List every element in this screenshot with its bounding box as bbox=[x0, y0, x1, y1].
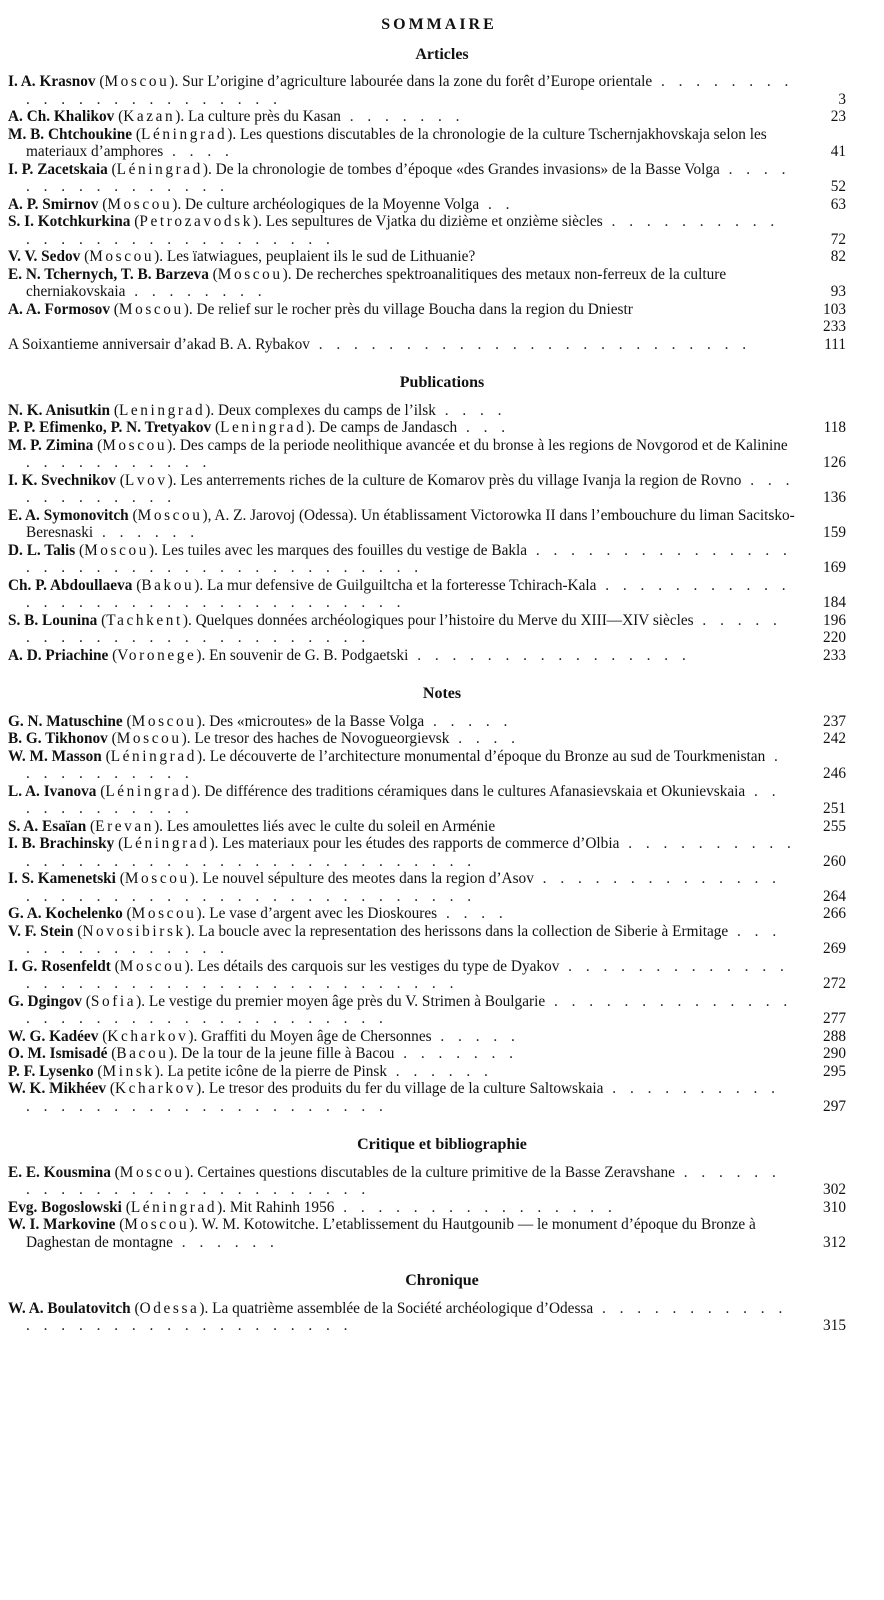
toc-entry bbox=[8, 213, 846, 248]
entry-city: Sofia bbox=[90, 992, 137, 1010]
entry-page-number: 159 bbox=[823, 524, 846, 541]
entry-author: P. P. Efimenko, P. N. Tretyakov bbox=[8, 419, 212, 436]
entry-city: Bacou bbox=[116, 1045, 169, 1062]
leader-dots: . . . . . . . . . . . . . . . . . . . . . . . . . . . . bbox=[26, 213, 780, 248]
entry-author: W. K. Mikhéev bbox=[8, 1080, 107, 1097]
entry-body: N. K. Anisutkin (Leningrad). Deux complexes du camps de l’ilsk . . . . bbox=[8, 401, 507, 419]
leader-dots: . . . . . . . . . . . . . . . . . . . . . . . . . bbox=[309, 335, 752, 353]
entry-title: . W. M. Kotowitche. L’etablissement du Hautgounib — le monument d’époque du Bronze à Daghestan de montagne bbox=[26, 1216, 756, 1251]
entry-author: I. G. Rosenfeldt bbox=[8, 957, 111, 975]
entry-title: . En souvenir de G. B. Podgaetski bbox=[201, 646, 409, 664]
entry-city: Leningrad bbox=[220, 419, 307, 436]
toc-entry bbox=[8, 647, 846, 665]
entry-title: . De camps de Jandasch bbox=[311, 419, 458, 436]
toc-entry bbox=[8, 1164, 846, 1199]
entry-city: Moscou bbox=[119, 957, 185, 975]
entry-city: Voronege bbox=[117, 646, 197, 664]
leader-dots: . . . . . . . . . . . . . . . . bbox=[334, 1198, 617, 1216]
entry-title: . La culture près du Kasan bbox=[180, 108, 341, 125]
entry-author: L. A. Ivanova bbox=[8, 782, 97, 800]
leader-dots: . . . . . . . . . . . . . . . . . . . . . . . . . . . . . . . . . . . . bbox=[26, 835, 796, 870]
toc-entry bbox=[8, 958, 846, 993]
entry-body: V. V. Sedov (Moscou). Les ïatwiagues, peuplaient ils le sud de Lithuanie? bbox=[8, 248, 476, 265]
entry-author: I. K. Svechnikov bbox=[8, 471, 116, 489]
toc-entry bbox=[8, 1300, 846, 1335]
toc-entry bbox=[8, 870, 846, 905]
entry-title: ), A. Z. Jarovoj (Odessa). Un établissament Victorowka II dans l’embouchure du liman Sacitsko-Beresnaski bbox=[26, 506, 795, 541]
toc-entry bbox=[8, 612, 846, 647]
entry-author: A. D. Priachine bbox=[8, 646, 109, 664]
entry-body: W. I. Markovine (Moscou). W. M. Kotowitche. L’etablissement du Hautgounib — le monument d’époque du Bronze à Daghestan de montagne . . . . . . bbox=[8, 1216, 756, 1251]
leader-dots: . . . . . . . . . . . . . . . . . . . . . . . . . . . . . . . . . . . . . . . . bbox=[26, 870, 781, 905]
entry-body: L. A. Ivanova (Léningrad). De différence des traditions céramiques dans le cultures Afanasievskaia et Okunievskaia . . . . . . . . . . . . bbox=[8, 782, 781, 817]
entry-body: A. A. Formosov (Moscou). De relief sur le rocher près du village Boucha dans la region du Dniestr bbox=[8, 300, 633, 318]
entry-title: . De la tour de la jeune fille à Bacou bbox=[173, 1045, 395, 1062]
entry-title: . De la chronologie de tombes d’époque «des Grandes invasions» de la Basse Volga bbox=[208, 160, 720, 178]
toc-entry bbox=[8, 248, 846, 266]
entry-page-number: 196 220 bbox=[823, 611, 846, 646]
entry-page-number: 272 bbox=[823, 975, 846, 992]
leader-dots: . . . . . . bbox=[172, 1233, 279, 1251]
entry-title: . Le tresor des haches de Novogueorgievsk bbox=[186, 730, 450, 747]
entry-city: Léningrad bbox=[141, 125, 228, 143]
entry-author: S. B. Lounina bbox=[8, 611, 98, 629]
entry-title: . Les amoulettes liés avec le culte du soleil en Arménie bbox=[159, 817, 496, 835]
entry-author: D. L. Talis bbox=[8, 541, 76, 559]
toc-entry bbox=[8, 1216, 846, 1251]
entry-page-number: 310 bbox=[823, 1198, 846, 1216]
entry-body: S. B. Lounina (Tachkent). Quelques données archéologiques pour l’histoire du Merve du XIII—XIV siècles . . . . . . . . . . . . . . . . . . . . . . . . . bbox=[8, 611, 782, 646]
toc-entry bbox=[8, 783, 846, 818]
entry-body: E. N. Tchernych, T. B. Barzeva (Moscou). De recherches spektroanalitiques des metaux non-ferreux de la culture cherniakovskaia . . . . . . . . bbox=[8, 265, 727, 300]
entry-author: W. I. Markovine bbox=[8, 1216, 116, 1233]
entry-city: Moscou bbox=[84, 541, 149, 559]
entry-author: B. G. Tikhonov bbox=[8, 730, 108, 747]
entry-author: I. B. Brachinsky bbox=[8, 835, 115, 852]
contents-list bbox=[8, 46, 846, 1335]
entry-city: Léningrad bbox=[105, 782, 192, 800]
section-heading: Notes bbox=[422, 685, 462, 702]
entry-city: Moscou bbox=[102, 436, 168, 454]
entry-author: I. S. Kamenetski bbox=[8, 870, 116, 887]
toc-entry bbox=[8, 1045, 846, 1063]
entry-city: Kazan bbox=[123, 108, 176, 125]
leader-dots: . . . . . bbox=[431, 1027, 520, 1045]
section-heading: Publications bbox=[399, 374, 485, 391]
leader-dots: . . . . bbox=[435, 401, 507, 419]
toc-entry bbox=[8, 1080, 846, 1115]
entry-author: P. F. Lysenko bbox=[8, 1062, 94, 1080]
section bbox=[8, 1272, 846, 1335]
leader-dots: . . . . . . . . . . . . bbox=[26, 471, 795, 506]
entry-body: P. P. Efimenko, P. N. Tretyakov (Leningrad). De camps de Jandasch . . . bbox=[8, 419, 511, 436]
entry-body: D. L. Talis (Moscou). Les tuiles avec les marques des fouilles du vestige de Bakla . . . . . . . . . . . . . . . . . . . . . . . . . . . . . . . . . . . . . . bbox=[8, 541, 792, 576]
entry-title: . Les ïatwiagues, peuplaient ils le sud de Lithuanie? bbox=[159, 248, 476, 265]
entry-title: . La petite icône de la pierre de Pinsk bbox=[159, 1062, 387, 1080]
toc-entry bbox=[8, 730, 846, 748]
entry-city: Moscou bbox=[124, 870, 190, 887]
entry-body: G. N. Matuschine (Moscou). Des «microutes» de la Basse Volga . . . . . bbox=[8, 712, 513, 730]
toc-entry bbox=[8, 923, 846, 958]
entry-author: I. P. Zacetskaia bbox=[8, 160, 108, 178]
entry-city: Léningrad bbox=[130, 1198, 218, 1216]
toc-entry bbox=[8, 196, 846, 214]
entry-city: Léningrad bbox=[110, 747, 197, 765]
leader-dots: . . . . bbox=[437, 905, 508, 922]
entry-author: E. E. Kousmina bbox=[8, 1163, 111, 1181]
leader-dots: . . . . . . . . . . . . . . . . . . . . . . . bbox=[26, 73, 794, 108]
entry-author: M. B. Chtchoukine bbox=[8, 125, 133, 143]
section bbox=[8, 46, 846, 354]
entry-body: E. A. Symonovitch (Moscou), A. Z. Jarovoj (Odessa). Un établissament Victorowka II dans l’embouchure du liman Sacitsko-Beresnaski . . . . . . bbox=[8, 506, 795, 541]
toc-entry bbox=[8, 713, 846, 731]
entry-page-number: 52 bbox=[830, 178, 846, 195]
leader-dots: . . . . . . bbox=[386, 1062, 493, 1080]
entry-body: B. G. Tikhonov (Moscou). Le tresor des haches de Novogueorgievsk . . . . bbox=[8, 730, 520, 747]
leader-dots: . . . . . . . bbox=[394, 1045, 518, 1062]
entry-body: M. B. Chtchoukine (Léningrad). Les questions discutables de la chronologie de la culture Tschernjakhovskaja selon les materiaux d’amphores . . . . bbox=[8, 125, 767, 160]
entry-page-number: 169 bbox=[823, 559, 846, 576]
section-heading: Chronique bbox=[405, 1272, 479, 1289]
section-heading: Critique et bibliographie bbox=[357, 1136, 527, 1153]
leader-dots: . . . bbox=[457, 419, 511, 436]
entry-author: W. G. Kadéev bbox=[8, 1027, 99, 1045]
entry-city: Lvov bbox=[124, 471, 168, 489]
entry-author: A. Ch. Khalikov bbox=[8, 108, 115, 125]
entry-page-number: 260 bbox=[823, 852, 846, 870]
entry-page-number: 136 bbox=[823, 489, 846, 506]
entry-city: Bakou bbox=[141, 576, 195, 594]
entry-city: Moscou bbox=[131, 905, 197, 922]
entry-page-number: 3 bbox=[838, 90, 846, 108]
entry-author: E. A. Symonovitch bbox=[8, 506, 129, 524]
entry-city: Odessa bbox=[139, 1299, 200, 1317]
section-heading: Articles bbox=[415, 45, 469, 63]
section bbox=[8, 1136, 846, 1251]
entry-author: O. M. Ismisadé bbox=[8, 1045, 108, 1062]
entry-city: Moscou bbox=[217, 265, 283, 283]
toc-entry bbox=[8, 835, 846, 870]
leader-dots: . . . . bbox=[163, 143, 234, 160]
entry-page-number: 246 bbox=[823, 765, 846, 782]
leader-dots: . . . . bbox=[449, 730, 520, 747]
leader-dots: . . . . . . . . . . . . . . . . . . . . . . . . . . bbox=[26, 1163, 781, 1198]
entry-body bbox=[8, 336, 796, 354]
entry-page-number: 295 bbox=[823, 1062, 846, 1080]
toc-entry bbox=[8, 301, 846, 319]
entry-body: V. F. Stein (Novosibirsk). La boucle avec la representation des herissons dans la collection de Siberie à Ermitage . . . . . . . . . . . . . . . bbox=[8, 922, 782, 957]
entry-city: Kcharkov bbox=[107, 1027, 189, 1045]
entry-city: Minsk bbox=[102, 1062, 155, 1080]
entry-author: W. A. Boulatovitch bbox=[8, 1299, 131, 1317]
leader-dots: . . bbox=[479, 195, 515, 213]
section bbox=[8, 374, 846, 664]
entry-title: . Le nouvel sépulture des meotes dans la region d’Asov bbox=[194, 870, 534, 887]
entry-title: . Le vase d’argent avec les Dioskoures bbox=[201, 905, 438, 922]
entry-title: . De relief sur le rocher près du village Boucha dans la region du Dniestr bbox=[188, 300, 633, 318]
entry-city: Moscou bbox=[107, 195, 173, 213]
entry-body: W. M. Masson (Léningrad). Le découverte de l’architecture monumental d’époque du Bronze au sud de Tourkmenistan . . . . . . . . . . . bbox=[8, 747, 783, 782]
entry-body: W. A. Boulatovitch (Odessa). La quatrième assemblée de la Société archéologique d’Odessa . . . . . . . . . . . . . . . . . . . . . . . . . . . . . . bbox=[8, 1299, 788, 1334]
entry-title: A Soixantieme anniversair d’akad B. A. Rybakov bbox=[8, 335, 310, 353]
leader-dots: . . . . . . bbox=[93, 524, 200, 541]
leader-dots: . . . . . . . . . . . bbox=[26, 454, 212, 471]
toc-entry bbox=[8, 419, 846, 437]
entry-city: Tachkent bbox=[106, 611, 183, 629]
entry-body: E. E. Kousmina (Moscou). Certaines questions discutables de la culture primitive de la Basse Zeravshane . . . . . . . . . . . . . . . . . . . . . . . . . . bbox=[8, 1163, 781, 1198]
entry-author: N. K. Anisutkin bbox=[8, 401, 111, 419]
toc-entry bbox=[8, 266, 846, 301]
entry-title: . Certaines questions discutables de la culture primitive de la Basse Zeravshane bbox=[189, 1163, 675, 1181]
leader-dots: . . . . . . . . . . . . . . . . . . . . . . . . . . . . . . . . . . . . . . bbox=[26, 541, 792, 576]
entry-page-number: 264 bbox=[823, 887, 846, 905]
entry-page-number: 266 bbox=[823, 905, 846, 922]
entry-page-number: 290 bbox=[823, 1045, 846, 1062]
entry-title: . Le vestige du premier moyen âge près du V. Strimen à Boulgarie bbox=[141, 992, 546, 1010]
entry-title: . Les tuiles avec les marques des fouilles du vestige de Bakla bbox=[154, 541, 528, 559]
entry-body: S. A. Esaïan (Erevan). Les amoulettes liés avec le culte du soleil en Arménie bbox=[8, 817, 496, 835]
entry-title: . Le tresor des produits du fer du village de la culture Saltowskaia bbox=[201, 1080, 604, 1097]
entry-city: Léningrad bbox=[123, 835, 210, 852]
toc-entry bbox=[8, 318, 846, 353]
leader-dots: . . . . . . . . . . . . bbox=[26, 782, 781, 817]
entry-author: Evg. Bogoslowski bbox=[8, 1198, 122, 1216]
entry-title: . Deux complexes du camps de l’ilsk bbox=[210, 401, 436, 419]
entry-body: M. P. Zimina (Moscou). Des camps de la periode neolithique avancée et du bronse à les regions de Novgorod et de Kalinine . . . . . . . . . . . bbox=[8, 436, 788, 471]
leader-dots: . . . . . . . . . . . . . . . . . . . . . . . . . . . . . . . bbox=[26, 1080, 780, 1115]
entry-author: V. F. Stein bbox=[8, 922, 74, 940]
leader-dots: . . . . . . . . . . . . . . . . . . . . . . . . . . . . . . . . . . . bbox=[26, 992, 793, 1027]
entry-title: . Les sepultures de Vjatka du dizième et onzième siècles bbox=[258, 213, 603, 230]
toc-entry bbox=[8, 993, 846, 1028]
entry-city: Moscou bbox=[119, 1163, 185, 1181]
entry-title: . La quatrième assemblée de la Société archéologique d’Odessa bbox=[204, 1299, 594, 1317]
entry-page-number: 255 bbox=[823, 817, 846, 835]
entry-author: G. A. Kochelenko bbox=[8, 905, 123, 922]
entry-title: . Graffiti du Moyen âge de Chersonnes bbox=[193, 1027, 432, 1045]
toc-entry bbox=[8, 507, 846, 542]
entry-page-number: 233 bbox=[823, 646, 846, 664]
entry-page-number: 118 bbox=[823, 419, 846, 436]
entry-body: I. A. Krasnov (Moscou). Sur L’origine d’agriculture labourée dans la zone du forêt d’Europe orientale . . . . . . . . . . . . . . . . . . . . . . . bbox=[8, 73, 794, 108]
entry-title: . Les materiaux pour les études des rapports de commerce d’Olbia bbox=[214, 835, 620, 852]
entry-body: I. G. Rosenfeldt (Moscou). Les détails des carquois sur les vestiges du type de Dyakov . . . . . . . . . . . . . . . . . . . . . . . . . . . . . . . . . . . . . . bbox=[8, 957, 789, 992]
entry-page-number: 315 bbox=[823, 1317, 846, 1334]
entry-body: W. G. Kadéev (Kcharkov). Graffiti du Moyen âge de Chersonnes . . . . . bbox=[8, 1027, 520, 1045]
leader-dots: . . . . . . . . . . . . . . . . . . . . . . . . . . . . . . . . . . . . . . bbox=[26, 957, 789, 992]
toc-entry bbox=[8, 472, 846, 507]
entry-title: . De différence des traditions céramiques dans le cultures Afanasievskaia et Okunievskaia bbox=[196, 782, 746, 800]
entry-author: E. N. Tchernych, T. B. Barzeva bbox=[8, 265, 209, 283]
toc-entry bbox=[8, 748, 846, 783]
entry-author: S. I. Kotchkurkina bbox=[8, 213, 131, 230]
leader-dots: . . . . . . . bbox=[340, 108, 465, 125]
leader-dots: . . . . . . . . . . . . . . . . . . . . . . . . . . . . . . bbox=[26, 1299, 788, 1334]
entry-page-number: 302 bbox=[823, 1181, 846, 1198]
entry-city: Moscou bbox=[104, 73, 170, 90]
entry-title: . Des camps de la periode neolithique avancée et du bronse à les regions de Novgorod et de Kalinine bbox=[172, 436, 788, 454]
entry-title: . De culture archéologiques de la Moyenne Volga bbox=[177, 195, 480, 213]
entry-body: G. A. Kochelenko (Moscou). Le vase d’argent avec les Dioskoures . . . . bbox=[8, 905, 508, 922]
entry-city: Petrozavodsk bbox=[139, 213, 253, 230]
toc-entry bbox=[8, 542, 846, 577]
entry-author: W. M. Masson bbox=[8, 747, 102, 765]
entry-body: I. S. Kamenetski (Moscou). Le nouvel sépulture des meotes dans la region d’Asov . . . . . . . . . . . . . . . . . . . . . . . . . . . . . . . . . . . . . . . . bbox=[8, 870, 781, 905]
leader-dots: . . . . . . . . . . . . . . . . bbox=[408, 646, 691, 664]
entry-author: S. A. Esaïan bbox=[8, 817, 87, 835]
entry-city: Moscou bbox=[116, 730, 182, 747]
entry-body: P. F. Lysenko (Minsk). La petite icône de la pierre de Pinsk . . . . . . bbox=[8, 1062, 493, 1080]
entry-page-number: 277 bbox=[823, 1010, 846, 1027]
entry-body: I. P. Zacetskaia (Léningrad). De la chronologie de tombes d’époque «des Grandes invasions» de la Basse Volga . . . . . . . . . . . . . . . . bbox=[8, 160, 791, 195]
entry-page-number: 269 bbox=[823, 940, 846, 957]
entry-page-number: 72 bbox=[830, 230, 846, 248]
entry-body: W. K. Mikhéev (Kcharkov). Le tresor des produits du fer du village de la culture Saltowskaia . . . . . . . . . . . . . . . . . . . . . . . . . . . . . . . bbox=[8, 1080, 780, 1115]
toc-entry bbox=[8, 577, 846, 612]
entry-title: . Des «microutes» de la Basse Volga bbox=[201, 712, 425, 730]
entry-page-number: 126 bbox=[823, 454, 846, 471]
entry-page-number: 312 bbox=[823, 1233, 846, 1251]
toc-entry bbox=[8, 108, 846, 126]
entry-page-number: 288 bbox=[823, 1027, 846, 1045]
leader-dots: . . . . . . . . . . . . . . . . . . . . . . . . . . . . . . . . . bbox=[26, 576, 791, 611]
entry-title: . Les détails des carquois sur les vestiges du type de Dyakov bbox=[189, 957, 560, 975]
entry-author: G. N. Matuschine bbox=[8, 712, 123, 730]
toc-entry bbox=[8, 1199, 846, 1217]
entry-page-number: 103 bbox=[823, 300, 846, 318]
entry-city: Novosibirsk bbox=[82, 922, 186, 940]
entry-city: Moscou bbox=[124, 1216, 190, 1233]
toc-entry bbox=[8, 437, 846, 472]
entry-author: G. Dgingov bbox=[8, 992, 82, 1010]
entry-page-number: 233 111 bbox=[823, 318, 846, 353]
entry-city: Moscou bbox=[89, 248, 155, 265]
entry-body: G. Dgingov (Sofia). Le vestige du premier moyen âge près du V. Strimen à Boulgarie . . . . . . . . . . . . . . . . . . . . . . . . . . . . . . . . . . . bbox=[8, 992, 793, 1027]
entry-city: Moscou bbox=[131, 712, 197, 730]
leader-dots: . . . . . bbox=[424, 712, 513, 730]
entry-author: Ch. P. Abdoullaeva bbox=[8, 576, 133, 594]
toc-entry bbox=[8, 126, 846, 161]
toc-entry bbox=[8, 73, 846, 108]
page-title: SOMMAIRE bbox=[381, 16, 497, 33]
entry-page-number: 184 bbox=[823, 594, 846, 611]
entry-title: . Le découverte de l’architecture monumental d’époque du Bronze au sud de Tourkmenistan bbox=[202, 747, 766, 765]
entry-author: I. A. Krasnov bbox=[8, 73, 96, 90]
entry-body: A. D. Priachine (Voronege). En souvenir de G. B. Podgaetski . . . . . . . . . . . . . . . . bbox=[8, 646, 691, 664]
entry-title: . La boucle avec la representation des herissons dans la collection de Siberie à Ermitage bbox=[190, 922, 729, 940]
toc-entry bbox=[8, 1028, 846, 1046]
toc-entry bbox=[8, 161, 846, 196]
entry-city: Moscou bbox=[118, 300, 184, 318]
entry-author: A. P. Smirnov bbox=[8, 195, 99, 213]
entry-body: O. M. Ismisadé (Bacou). De la tour de la jeune fille à Bacou . . . . . . . bbox=[8, 1045, 518, 1062]
entry-title: . Quelques données archéologiques pour l’histoire du Merve du XIII—XIV siècles bbox=[187, 611, 694, 629]
leader-dots: . . . . . . . . . . . . . . . bbox=[26, 922, 782, 957]
entry-title: . Sur L’origine d’agriculture labourée dans la zone du forêt d’Europe orientale bbox=[174, 73, 653, 90]
entry-page-number: 93 bbox=[830, 283, 846, 300]
entry-page-number: 63 bbox=[830, 195, 846, 213]
entry-title: . Les questions discutables de la chronologie de la culture Tschernjakhovskaja selon les materiaux d’amphores bbox=[26, 125, 767, 160]
entry-title: . Mit Rahinh 1956 bbox=[222, 1198, 335, 1216]
entry-city: Leningrad bbox=[118, 401, 206, 419]
toc-entry bbox=[8, 818, 846, 836]
entry-title: . La mur defensive de Guilguiltcha et la forteresse Tchirach-Kala bbox=[199, 576, 597, 594]
leader-dots: . . . . . . . . . . . . . . . . . . . . . . . . . bbox=[26, 611, 782, 646]
entry-author: V. V. Sedov bbox=[8, 248, 81, 265]
entry-body: Evg. Bogoslowski (Léningrad). Mit Rahinh 1956 . . . . . . . . . . . . . . . . bbox=[8, 1198, 617, 1216]
entry-page-number: 41 bbox=[830, 143, 846, 160]
toc-entry bbox=[8, 905, 846, 923]
toc-entry bbox=[8, 402, 846, 420]
entry-city: Moscou bbox=[137, 506, 203, 524]
entry-title: . De recherches spektroanalitiques des metaux non-ferreux de la culture cherniakovskaia bbox=[26, 265, 727, 300]
section bbox=[8, 685, 846, 1115]
toc-entry bbox=[8, 1063, 846, 1081]
entry-body: I. K. Svechnikov (Lvov). Les anterrements riches de la culture de Komarov près du village Ivanja la region de Rovno . . . . . . . . . . . . bbox=[8, 471, 795, 506]
entry-author: M. P. Zimina bbox=[8, 436, 94, 454]
entry-body: Ch. P. Abdoullaeva (Bakou). La mur defensive de Guilguiltcha et la forteresse Tchirach-Kala . . . . . . . . . . . . . . . . . . . . . . . . . . . . . . . . . bbox=[8, 576, 791, 611]
entry-city: Léningrad bbox=[116, 160, 203, 178]
entry-page-number: 251 bbox=[823, 800, 846, 817]
entry-page-number: 242 bbox=[823, 730, 846, 747]
entry-city: Erevan bbox=[95, 817, 155, 835]
entry-page-number: 237 bbox=[823, 712, 846, 730]
entry-page-number: 297 bbox=[823, 1097, 846, 1115]
leader-dots: . . . . . . . . . . . . . . . . bbox=[26, 160, 791, 195]
leader-dots: . . . . . . . . . . . bbox=[26, 747, 783, 782]
entry-body: I. B. Brachinsky (Léningrad). Les materiaux pour les études des rapports de commerce d’Olbia . . . . . . . . . . . . . . . . . . . . . . . . . . . . . . . . . . . . bbox=[8, 835, 796, 870]
entry-body: A. P. Smirnov (Moscou). De culture archéologiques de la Moyenne Volga . . bbox=[8, 195, 515, 213]
leader-dots: . . . . . . . . bbox=[125, 283, 267, 300]
entry-city: Kcharkov bbox=[114, 1080, 197, 1097]
entry-body: S. I. Kotchkurkina (Petrozavodsk). Les sepultures de Vjatka du dizième et onzième siècles . . . . . . . . . . . . . . . . . . . . . . . . . . . . bbox=[8, 213, 780, 248]
entry-title: . Les anterrements riches de la culture de Komarov près du village Ivanja la region de Rovno bbox=[172, 471, 742, 489]
entry-author: A. A. Formosov bbox=[8, 300, 110, 318]
entry-body: A. Ch. Khalikov (Kazan). La culture près du Kasan . . . . . . . bbox=[8, 108, 465, 125]
entry-page-number: 82 bbox=[830, 248, 846, 265]
entry-page-number: 23 bbox=[830, 108, 846, 125]
